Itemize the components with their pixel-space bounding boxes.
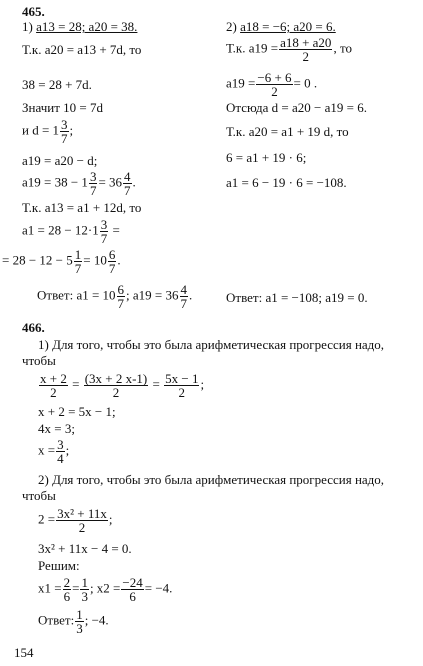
line: 38 = 28 + 7d.	[22, 77, 92, 92]
p465-part1-header	[22, 19, 137, 34]
denominator: 7	[100, 231, 108, 246]
paragraph: 2) Для того, чтобы это была арифметическая прогрессия надо,	[38, 472, 385, 487]
text: 2 =	[38, 511, 56, 527]
denominator: 7	[117, 296, 125, 311]
numerator: 4	[124, 169, 131, 184]
numerator: 4	[180, 282, 188, 297]
text: a1 = 28 − 12·1	[22, 222, 99, 238]
numerator: a18 + a20	[280, 35, 332, 50]
numerator: 3	[100, 217, 108, 232]
line: 6 = a1 + 19 · 6;	[226, 150, 307, 165]
line: Решим:	[38, 558, 80, 573]
denominator: 6	[63, 589, 71, 604]
text: x1 =	[38, 580, 62, 596]
denominator: 6	[129, 589, 136, 604]
equation-2	[38, 507, 112, 534]
denominator: 3	[76, 621, 83, 636]
numerator: (3x + 2 x-1)	[84, 371, 148, 386]
text: ; −4.	[84, 612, 109, 628]
denominator: 2	[78, 520, 86, 535]
answer-466	[38, 608, 109, 635]
fraction	[180, 283, 189, 310]
denominator: 2	[271, 84, 278, 99]
equation-1	[38, 372, 204, 399]
text: =	[112, 222, 120, 238]
text: Ответ:	[38, 612, 75, 628]
fraction	[123, 170, 132, 197]
line-a19-value	[226, 71, 317, 98]
page-number: 154	[14, 645, 34, 660]
fraction	[256, 71, 292, 98]
text: =	[72, 580, 80, 596]
text: ;	[69, 122, 74, 138]
line-a19	[22, 170, 136, 197]
part-number: 1)	[22, 19, 33, 34]
fraction	[164, 372, 199, 399]
line: Т.к. a20 = a13 + 7d, то	[22, 42, 142, 57]
denominator: 7	[74, 261, 82, 276]
denominator: 7	[108, 261, 116, 276]
text: = 10	[83, 252, 107, 268]
line-roots	[38, 576, 172, 603]
numerator: 3	[61, 117, 68, 132]
denominator: 7	[89, 183, 97, 198]
given-values: a13 = 28; a20 = 38.	[36, 19, 138, 34]
line: Значит 10 = 7d	[22, 100, 103, 115]
part-number: 2)	[226, 19, 237, 34]
text: .	[117, 252, 121, 268]
fraction	[108, 248, 117, 275]
fraction	[117, 283, 126, 310]
text: = 36	[98, 174, 123, 190]
text: .	[132, 174, 136, 190]
denominator: 7	[61, 131, 68, 146]
numerator: 6	[108, 247, 116, 262]
fraction	[84, 372, 149, 399]
numerator: −6 + 6	[257, 70, 292, 85]
fraction	[75, 608, 84, 635]
text: ; x2 =	[89, 580, 121, 596]
numerator: x + 2	[40, 371, 67, 386]
text: a19 = 38 − 1	[22, 174, 88, 190]
paragraph: 1) Для того, чтобы это была арифметическая прогрессия надо,	[38, 337, 385, 352]
line-x	[38, 438, 69, 465]
text: .	[189, 287, 193, 303]
text: ; a19 = 36	[126, 287, 179, 303]
denominator: 2	[112, 385, 120, 400]
line: Отсюда d = a20 − a19 = 6.	[226, 100, 367, 115]
p465-part2-header	[226, 19, 336, 34]
text: ;	[200, 376, 205, 392]
numerator: 5x − 1	[165, 371, 199, 386]
fraction	[63, 576, 72, 603]
denominator: 7	[124, 183, 131, 198]
denominator: 7	[180, 296, 188, 311]
paragraph: чтобы	[22, 488, 56, 503]
line-a1	[22, 218, 120, 245]
line-d	[22, 118, 73, 145]
text: Ответ: a1 = 10	[37, 287, 116, 303]
line: x + 2 = 5x − 1;	[38, 404, 116, 419]
text: ;	[65, 442, 70, 458]
line: 4x = 3;	[38, 421, 75, 436]
fraction	[60, 118, 69, 145]
fraction	[74, 248, 83, 275]
numerator: −24	[122, 575, 143, 590]
text: и d = 1	[22, 122, 60, 138]
answer-part2: Ответ: a1 = −108; a19 = 0.	[226, 290, 368, 305]
line: a1 = 6 − 19 · 6 = −108.	[226, 175, 347, 190]
numerator: 1	[76, 607, 83, 622]
line: Т.к. a20 = a1 + 19 d, то	[226, 124, 349, 139]
fraction	[56, 507, 108, 534]
numerator: 3	[57, 437, 64, 452]
answer-part1	[37, 283, 192, 310]
denominator: 3	[81, 589, 88, 604]
text: ;	[108, 511, 113, 527]
denominator: 2	[178, 385, 186, 400]
numerator: 1	[81, 575, 88, 590]
numerator: 1	[74, 247, 82, 262]
text: x =	[38, 442, 56, 458]
line: a19 = a20 − d;	[22, 153, 98, 168]
line-a1-result	[2, 248, 121, 275]
text: = 28 − 12 − 5	[2, 252, 73, 268]
problem-466-title: 466.	[22, 320, 45, 335]
denominator: 4	[57, 451, 64, 466]
denominator: 2	[302, 49, 309, 64]
numerator: 6	[117, 282, 125, 297]
text: = −4.	[144, 580, 173, 596]
line-a19-formula	[226, 36, 352, 63]
fraction	[80, 576, 89, 603]
fraction	[89, 170, 98, 197]
fraction	[121, 576, 143, 603]
text: a19 =	[226, 75, 256, 91]
line: 3x² + 11x − 4 = 0.	[38, 541, 132, 556]
text: , то	[333, 40, 352, 56]
numerator: 3x² + 11x	[57, 506, 107, 521]
numerator: 2	[63, 575, 71, 590]
fraction	[56, 438, 65, 465]
problem-465-title: 465.	[22, 4, 45, 19]
paragraph: чтобы	[22, 353, 56, 368]
fraction	[279, 36, 332, 63]
fraction	[39, 372, 68, 399]
text: Т.к. a19 =	[226, 40, 279, 56]
fraction	[100, 218, 109, 245]
line: Т.к. a13 = a1 + 12d, то	[22, 200, 142, 215]
denominator: 2	[50, 385, 57, 400]
text: =	[152, 376, 160, 392]
text: =	[72, 376, 80, 392]
text: = 0 .	[293, 75, 318, 91]
given-values: a18 = −6; a20 = 6.	[240, 19, 336, 34]
numerator: 3	[89, 169, 97, 184]
